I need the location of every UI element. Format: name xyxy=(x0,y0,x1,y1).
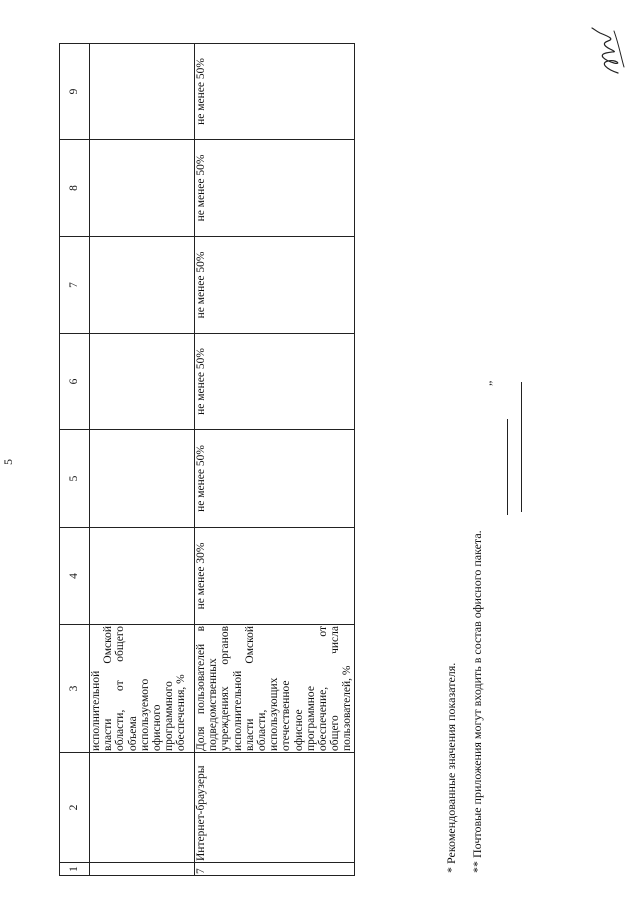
header-cell: 3 xyxy=(60,625,90,753)
indicators-table xyxy=(59,43,355,876)
indicator-cell xyxy=(195,625,355,753)
software-name-cell xyxy=(90,753,195,863)
value-cell xyxy=(90,334,195,430)
value-cell: не менее 30% xyxy=(195,528,355,625)
indicator-line: программное xyxy=(304,686,317,751)
value-cell xyxy=(90,237,195,334)
software-name-cell: Интернет-браузеры xyxy=(195,753,355,863)
value-cell xyxy=(90,528,195,625)
indicator-line: использующих xyxy=(268,677,281,751)
page-number: 5 xyxy=(1,459,15,465)
value-cell: не менее 50% xyxy=(195,44,355,140)
indicator-line: офисного xyxy=(151,704,164,751)
header-cell: 8 xyxy=(60,140,90,237)
signature-line xyxy=(507,419,508,515)
header-cell: 9 xyxy=(60,44,90,140)
value-cell xyxy=(90,44,195,140)
header-cell: 5 xyxy=(60,430,90,528)
indicator-cell xyxy=(90,625,195,753)
header-cell: 1 xyxy=(60,863,90,876)
indicator-line: обеспечение, от xyxy=(317,626,330,751)
indicator-line: Доля пользователей в xyxy=(195,626,207,751)
handwritten-signature xyxy=(588,25,630,77)
indicator-line: исполнительной xyxy=(231,670,244,751)
footnote-mail-apps: ** Почтовые приложения могут входить в состав офисного пакета. xyxy=(470,530,484,873)
indicator-line: области, от общего xyxy=(114,626,127,751)
value-cell: не менее 50% xyxy=(195,237,355,334)
indicator-line: обеспечения, % xyxy=(175,674,188,751)
value-cell: не менее 50% xyxy=(195,430,355,528)
indicator-line: пользователей, % xyxy=(341,665,354,751)
value-cell xyxy=(90,140,195,237)
indicator-line: общего числа xyxy=(329,626,342,751)
indicator-line: отечественное xyxy=(280,680,293,751)
header-cell: 4 xyxy=(60,528,90,625)
header-cell: 2 xyxy=(60,753,90,863)
value-cell xyxy=(90,430,195,528)
indicator-line: объема xyxy=(126,716,139,751)
row-number-cell xyxy=(90,863,195,876)
indicator-line: исполнительной xyxy=(90,670,102,751)
indicator-line: власти Омской xyxy=(102,626,115,751)
indicator-line: используемого xyxy=(138,678,151,751)
header-cell: 6 xyxy=(60,334,90,430)
indicator-line: программного xyxy=(163,681,176,751)
indicator-line: офисное xyxy=(292,709,305,751)
table-row xyxy=(90,44,195,876)
table-header-row xyxy=(60,44,90,876)
signature-line xyxy=(521,382,522,512)
indicator-line: учреждениях органов xyxy=(219,626,232,751)
closing-quote: ” xyxy=(486,380,500,386)
indicator-line: власти Омской xyxy=(243,626,256,751)
value-cell: не менее 50% xyxy=(195,334,355,430)
table-row xyxy=(195,44,355,876)
footnote-recommended-values: * Рекомендованные значения показателя. xyxy=(444,662,458,873)
value-cell: не менее 50% xyxy=(195,140,355,237)
indicator-line: подведомственных xyxy=(207,658,220,751)
indicator-line: области, xyxy=(256,709,269,751)
row-number-cell: 7 xyxy=(195,863,355,876)
header-cell: 7 xyxy=(60,237,90,334)
